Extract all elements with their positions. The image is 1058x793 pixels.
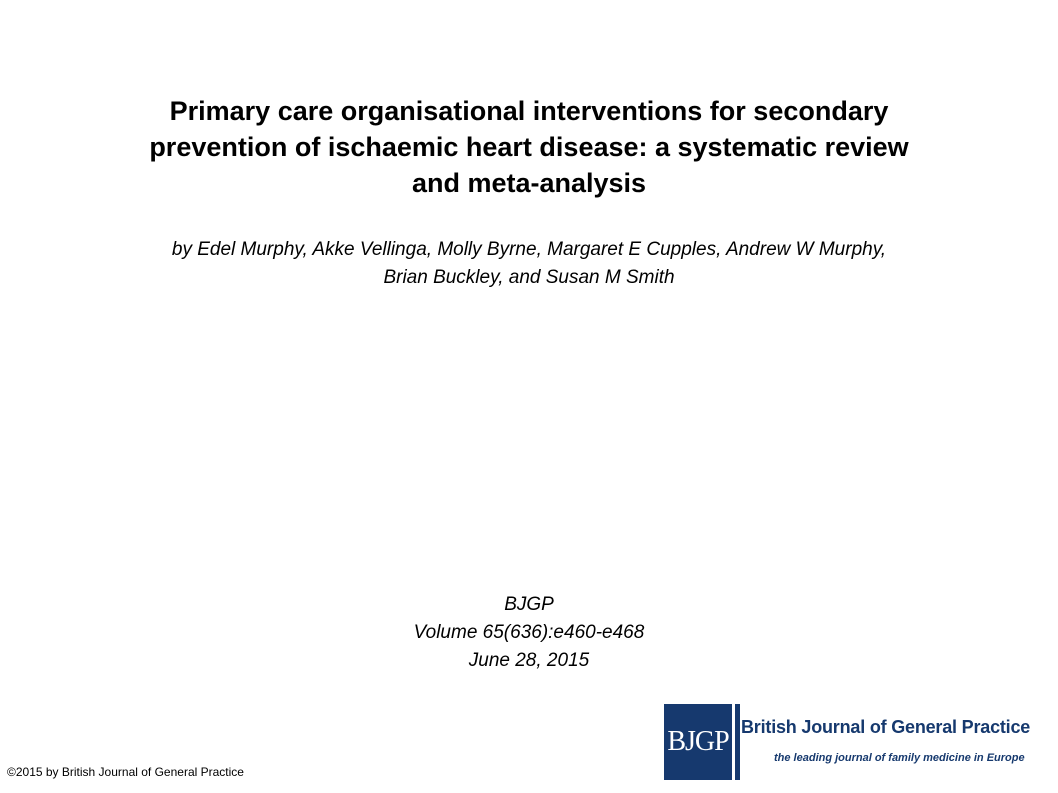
publication-date: June 28, 2015 bbox=[468, 650, 590, 671]
bjgp-logo-mark: BJGP bbox=[664, 704, 732, 780]
authors-line-1: by Edel Murphy, Akke Vellinga, Molly Byrne, Margaret E Cupples, Andrew W Murphy, bbox=[171, 239, 887, 260]
citation-block bbox=[329, 591, 729, 675]
logo-tagline: the leading journal of family medicine in Europe bbox=[774, 752, 1025, 764]
volume-pages: Volume 65(636):e460-e468 bbox=[413, 622, 645, 643]
article-title bbox=[40, 93, 1018, 201]
title-line-3: and meta-analysis bbox=[411, 168, 647, 198]
author-list bbox=[40, 236, 1018, 292]
copyright-notice: ©2015 by British Journal of General Practice bbox=[7, 765, 244, 779]
journal-abbreviation: BJGP bbox=[504, 594, 554, 615]
logo-journal-name: British Journal of General Practice bbox=[741, 717, 1031, 737]
authors-line-2: Brian Buckley, and Susan M Smith bbox=[383, 267, 675, 288]
title-line-2: prevention of ischaemic heart disease: a systematic review bbox=[149, 132, 909, 162]
journal-logo bbox=[664, 704, 1058, 780]
title-line-1: Primary care organisational interventions for secondary bbox=[169, 96, 889, 126]
logo-divider bbox=[735, 704, 740, 780]
